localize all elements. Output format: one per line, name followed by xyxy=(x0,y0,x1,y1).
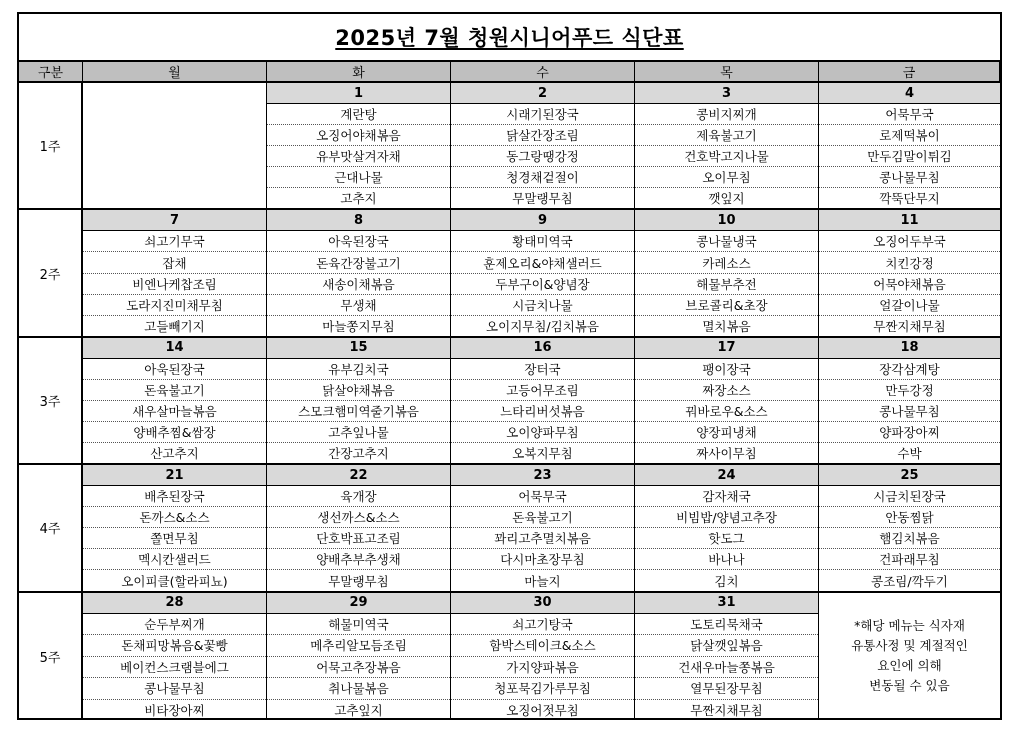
menu-item: 장터국 xyxy=(451,359,634,380)
menu-item: 멸치볶음 xyxy=(702,318,751,334)
menu-item: 오징어젓무침 xyxy=(506,702,579,718)
date-label: 3 xyxy=(635,83,818,104)
menu-item: 황태미역국 xyxy=(451,231,634,252)
date-label: 18 xyxy=(819,338,1000,359)
menu-item: 고추잎나물 xyxy=(267,422,450,443)
menu-item: 닭살간장조림 xyxy=(451,125,634,146)
day-cell-tue xyxy=(267,210,451,337)
date-label: 4 xyxy=(819,83,1000,104)
day-cell-thu xyxy=(635,210,819,337)
menu-item: 양배추찜&쌈장 xyxy=(83,422,266,443)
menu-item: 고추잎지 xyxy=(334,702,383,718)
menu-item: 가지양파볶음 xyxy=(451,657,634,678)
menu-item: 돈육불고기 xyxy=(451,507,634,528)
day-cell-fri xyxy=(819,465,1000,592)
menu-item: 청포묵김가루무침 xyxy=(451,678,634,699)
page-title: 2025년 7월 청원시니어푸드 식단표 xyxy=(335,26,684,50)
date-label: 23 xyxy=(451,465,634,486)
menu-item: 치킨강정 xyxy=(819,252,1000,273)
menu-item: 어묵고추장볶음 xyxy=(267,657,450,678)
menu-item: 꿔바로우&소스 xyxy=(635,401,818,422)
date-label: 16 xyxy=(451,338,634,359)
day-cell-tue xyxy=(267,593,451,720)
header-thu: 목 xyxy=(635,62,819,83)
menu-item: 시래기된장국 xyxy=(451,104,634,125)
menu-item: 느타리버섯볶음 xyxy=(451,401,634,422)
menu-item: 해물부추전 xyxy=(635,274,818,295)
menu-item: 쇠고기탕국 xyxy=(451,614,634,635)
day-cell-tue xyxy=(267,83,451,210)
menu-item: 새송이채볶음 xyxy=(267,274,450,295)
menu-item: 비타장아찌 xyxy=(144,702,205,718)
menu-item: 해물미역국 xyxy=(267,614,450,635)
menu-item: 콩나물무침 xyxy=(819,167,1000,188)
menu-item: 무짠지채무침 xyxy=(690,702,763,718)
menu-item: 마늘쫑지무침 xyxy=(322,318,395,334)
menu-item: 고들빼기지 xyxy=(144,318,205,334)
day-cell-wed xyxy=(451,338,635,465)
menu-item: 메추리알모듬조림 xyxy=(267,635,450,656)
date-label: 22 xyxy=(267,465,450,486)
menu-item: 돈까스&소스 xyxy=(83,507,266,528)
day-cell-thu xyxy=(635,465,819,592)
menu-item: 콩조림/깍두기 xyxy=(871,573,948,589)
menu-item: 비빔밥/양념고추장 xyxy=(635,507,818,528)
day-cell-fri xyxy=(819,210,1000,337)
week-label: 3주 xyxy=(19,338,83,465)
date-label: 15 xyxy=(267,338,450,359)
day-cell-fri xyxy=(819,338,1000,465)
menu-item: 햄김치볶음 xyxy=(819,528,1000,549)
menu-item: 오징어야채볶음 xyxy=(267,125,450,146)
menu-item: 오이무침 xyxy=(635,167,818,188)
menu-item: 콩나물무침 xyxy=(819,401,1000,422)
date-label: 1 xyxy=(267,83,450,104)
menu-item: 베이컨스크램블에그 xyxy=(83,657,266,678)
day-cell-thu xyxy=(635,83,819,210)
menu-item: 콩나물무침 xyxy=(83,678,266,699)
menu-item: 바나나 xyxy=(635,549,818,570)
menu-item: 양파장아찌 xyxy=(819,422,1000,443)
date-label: 2 xyxy=(451,83,634,104)
menu-item: 돈육간장불고기 xyxy=(267,252,450,273)
menu-item: 오이피클(할라피뇨) xyxy=(121,573,228,589)
menu-item: 닭살깻잎볶음 xyxy=(635,635,818,656)
menu-item: 근대나물 xyxy=(267,167,450,188)
menu-item: 짜장소스 xyxy=(635,380,818,401)
header-category: 구분 xyxy=(19,62,83,83)
menu-item: 오이양파무침 xyxy=(451,422,634,443)
menu-item: 비엔나케찹조림 xyxy=(83,274,266,295)
date-label: 31 xyxy=(635,593,818,614)
header-wed: 수 xyxy=(451,62,635,83)
menu-item: 양배추부추생채 xyxy=(267,549,450,570)
menu-item: 육개장 xyxy=(267,486,450,507)
menu-item: 브로콜리&초장 xyxy=(635,295,818,316)
week-label: 5주 xyxy=(19,593,83,720)
header-mon: 월 xyxy=(83,62,267,83)
menu-item: 취나물볶음 xyxy=(267,678,450,699)
week-label: 1주 xyxy=(19,83,83,210)
day-cell-mon xyxy=(83,593,267,720)
day-cell-tue xyxy=(267,338,451,465)
date-label: 10 xyxy=(635,210,818,231)
empty-cell xyxy=(83,83,266,208)
menu-item: 오복지무침 xyxy=(512,446,573,462)
menu-item: 간장고추지 xyxy=(328,446,389,462)
menu-item: 닭살야채볶음 xyxy=(267,380,450,401)
menu-sheet xyxy=(17,12,1002,720)
menu-item: 수박 xyxy=(897,446,922,462)
menu-item: 유부맛살겨자채 xyxy=(267,146,450,167)
menu-item: 쫄면무침 xyxy=(83,528,266,549)
day-cell-mon xyxy=(83,338,267,465)
menu-item: 쇠고기무국 xyxy=(83,231,266,252)
menu-item: 잡채 xyxy=(83,252,266,273)
menu-item: 도토리묵채국 xyxy=(635,614,818,635)
menu-item: 어묵야채볶음 xyxy=(819,274,1000,295)
menu-item: 고추지 xyxy=(340,191,377,207)
menu-item: 아욱된장국 xyxy=(83,359,266,380)
menu-item: 아욱된장국 xyxy=(267,231,450,252)
menu-item: 꽈리고추멸치볶음 xyxy=(451,528,634,549)
day-cell-wed xyxy=(451,83,635,210)
menu-item: 시금치된장국 xyxy=(819,486,1000,507)
date-label: 28 xyxy=(83,593,266,614)
day-cell-mon xyxy=(83,83,267,210)
menu-item: 오징어두부국 xyxy=(819,231,1000,252)
menu-item: 마늘지 xyxy=(524,573,561,589)
menu-item: 김치 xyxy=(714,573,739,589)
day-cell-tue xyxy=(267,465,451,592)
menu-item: 산고추지 xyxy=(150,446,199,462)
menu-item: 생선까스&소스 xyxy=(267,507,450,528)
menu-item: 배추된장국 xyxy=(83,486,266,507)
menu-item: 돈육불고기 xyxy=(83,380,266,401)
day-cell-wed xyxy=(451,593,635,720)
menu-item: 핫도그 xyxy=(635,528,818,549)
day-cell-fri xyxy=(819,83,1000,210)
week-label: 4주 xyxy=(19,465,83,592)
menu-item: 함박스테이크&소스 xyxy=(451,635,634,656)
menu-item: 멕시칸샐러드 xyxy=(83,549,266,570)
menu-item: 깻잎지 xyxy=(708,191,745,207)
day-cell-fri xyxy=(819,593,1000,720)
menu-item: 단호박표고조림 xyxy=(267,528,450,549)
title-row xyxy=(19,14,1000,62)
date-label: 9 xyxy=(451,210,634,231)
menu-item: 무말랭무침 xyxy=(328,573,389,589)
menu-item: 만두강정 xyxy=(819,380,1000,401)
menu-item: 얼갈이나물 xyxy=(819,295,1000,316)
menu-item: 시금치나물 xyxy=(451,295,634,316)
date-label: 30 xyxy=(451,593,634,614)
menu-item: 어묵무국 xyxy=(451,486,634,507)
menu-item: 짜사이무침 xyxy=(696,446,757,462)
date-label: 25 xyxy=(819,465,1000,486)
header-tue: 화 xyxy=(267,62,451,83)
date-label: 7 xyxy=(83,210,266,231)
menu-item: 안동찜닭 xyxy=(819,507,1000,528)
menu-item: 팽이장국 xyxy=(635,359,818,380)
menu-item: 어묵무국 xyxy=(819,104,1000,125)
menu-item: 다시마초장무침 xyxy=(451,549,634,570)
menu-item: 콩비지찌개 xyxy=(635,104,818,125)
date-label: 8 xyxy=(267,210,450,231)
menu-item: 고등어무조림 xyxy=(451,380,634,401)
date-label: 21 xyxy=(83,465,266,486)
header-fri: 금 xyxy=(819,62,1000,83)
menu-table xyxy=(19,62,1000,718)
menu-item: 제육불고기 xyxy=(635,125,818,146)
menu-item: 건새우마늘쫑볶음 xyxy=(635,657,818,678)
date-label: 11 xyxy=(819,210,1000,231)
date-label: 29 xyxy=(267,593,450,614)
menu-item: 돈채피망볶음&꽃빵 xyxy=(83,635,266,656)
menu-item: 오이지무침/김치볶음 xyxy=(486,318,599,334)
day-cell-mon xyxy=(83,465,267,592)
menu-item: 카레소스 xyxy=(635,252,818,273)
menu-item: 새우살마늘볶음 xyxy=(83,401,266,422)
day-cell-wed xyxy=(451,210,635,337)
menu-item: 깍뚝단무지 xyxy=(879,191,940,207)
menu-item: 유부김치국 xyxy=(267,359,450,380)
menu-item: 동그랑땡강정 xyxy=(451,146,634,167)
menu-item: 스모크햄미역줄기볶음 xyxy=(267,401,450,422)
date-label: 24 xyxy=(635,465,818,486)
menu-item: 감자채국 xyxy=(635,486,818,507)
menu-item: 건파래무침 xyxy=(819,549,1000,570)
day-cell-thu xyxy=(635,593,819,720)
menu-item: 무짠지채무침 xyxy=(873,318,946,334)
menu-item: 양장피냉채 xyxy=(635,422,818,443)
menu-item: 도라지진미채무침 xyxy=(83,295,266,316)
day-cell-thu xyxy=(635,338,819,465)
menu-item: 로제떡볶이 xyxy=(819,125,1000,146)
menu-change-note: *해당 메뉴는 식자재 유통사정 및 계절적인 요인에 의해 변동될 수 있음 xyxy=(851,618,968,694)
menu-item: 훈제오리&야채샐러드 xyxy=(451,252,634,273)
day-cell-wed xyxy=(451,465,635,592)
menu-item: 열무된장무침 xyxy=(635,678,818,699)
menu-item: 무생채 xyxy=(267,295,450,316)
menu-item: 만두김말이튀김 xyxy=(819,146,1000,167)
menu-item: 콩나물냉국 xyxy=(635,231,818,252)
menu-item: 무말랭무침 xyxy=(512,191,573,207)
menu-item: 장각삼계탕 xyxy=(819,359,1000,380)
date-label: 17 xyxy=(635,338,818,359)
date-label: 14 xyxy=(83,338,266,359)
menu-item: 계란탕 xyxy=(267,104,450,125)
menu-item: 건호박고지나물 xyxy=(635,146,818,167)
day-cell-mon xyxy=(83,210,267,337)
menu-item: 두부구이&양념장 xyxy=(451,274,634,295)
week-label: 2주 xyxy=(19,210,83,337)
menu-item: 청경채겉절이 xyxy=(451,167,634,188)
menu-item: 순두부찌개 xyxy=(83,614,266,635)
